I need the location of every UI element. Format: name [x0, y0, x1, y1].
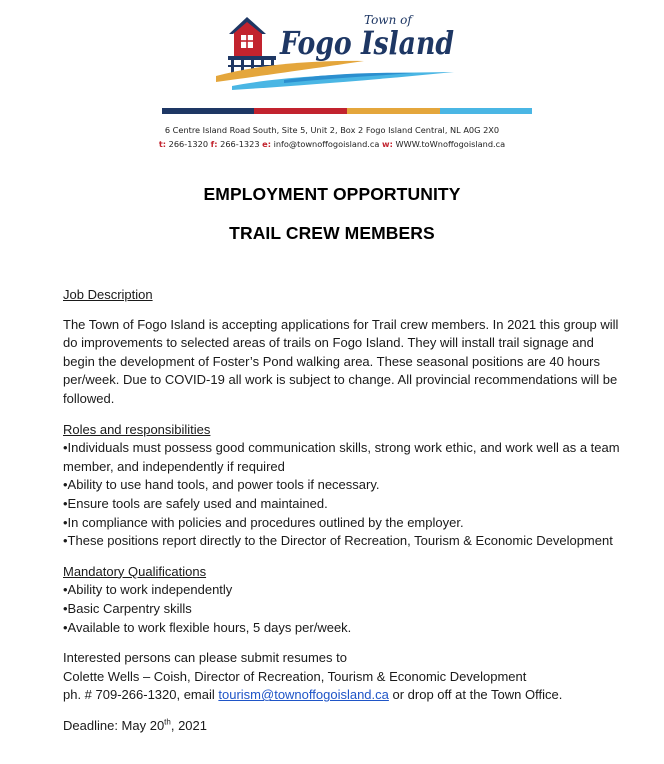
band-navy [162, 108, 254, 114]
band-sky [440, 108, 532, 114]
town-of-text: Town of [364, 13, 412, 27]
apply-line-2: Colette Wells – Coish, Director of Recreation, Tourism & Economic Development [63, 668, 527, 684]
roles-item: •These positions report directly to the Director of Recreation, Tourism & Economic Development [63, 533, 613, 549]
roles-item: •In compliance with policies and procedures outlined by the employer. [63, 514, 464, 530]
qualification-item: •Ability to work independently [63, 582, 233, 598]
page-subtitle: TRAIL CREW MEMBERS [229, 223, 435, 243]
address-line: 6 Centre Island Road South, Site 5, Unit 2, Box 2 Fogo Island Central, NL A0G 2X0 [164, 125, 500, 135]
qualifications-heading: Mandatory Qualifications [63, 563, 207, 579]
roles-item: •Ensure tools are safely used and maintained. [63, 495, 328, 511]
roles-item: •Individuals must possess good communication skills, strong work ethic, and work well as a team member, and independently if required [63, 440, 620, 474]
apply-line-3: ph. # 709-266-1320, email tourism@townoffogoisland.ca or drop off at the Town Office. [63, 687, 563, 703]
wharf-deck [228, 56, 276, 60]
town-logo [214, 10, 460, 98]
qualification-item: •Basic Carpentry skills [63, 600, 192, 616]
posting-body [63, 286, 623, 735]
roles-heading: Roles and responsibilities [63, 421, 211, 437]
apply-email-link[interactable]: tourism@townoffogoisland.ca [218, 687, 389, 703]
contact-line: t: 266-1320 f: 266-1323 e: info@townoffogoisland.ca w: WWW.toWnoffogoisland.ca [158, 139, 506, 149]
job-description-text: The Town of Fogo Island is accepting applications for Trail crew members. In 2021 this group will do improvements to selected areas of trails on Fogo Island. They will install trail signage and begin the development of Foster’s Pond walking area. These seasonal positions are 40 hours per/week. Due to COVID-19 all work is subject to change. All provincial recommendations will be followed. [63, 316, 619, 406]
job-description-heading: Job Description [63, 287, 153, 302]
page-title: EMPLOYMENT OPPORTUNITY [203, 184, 461, 204]
apply-line-1: Interested persons can please submit resumes to [63, 650, 347, 666]
roles-item: •Ability to use hand tools, and power tools if necessary. [63, 477, 380, 493]
band-gold [347, 108, 440, 114]
deadline: Deadline: May 20th, 2021 [63, 717, 207, 733]
brand-name-text: Fogo Island [279, 24, 454, 62]
qualification-item: •Available to work flexible hours, 5 days per/week. [63, 619, 352, 635]
band-red [254, 108, 347, 114]
